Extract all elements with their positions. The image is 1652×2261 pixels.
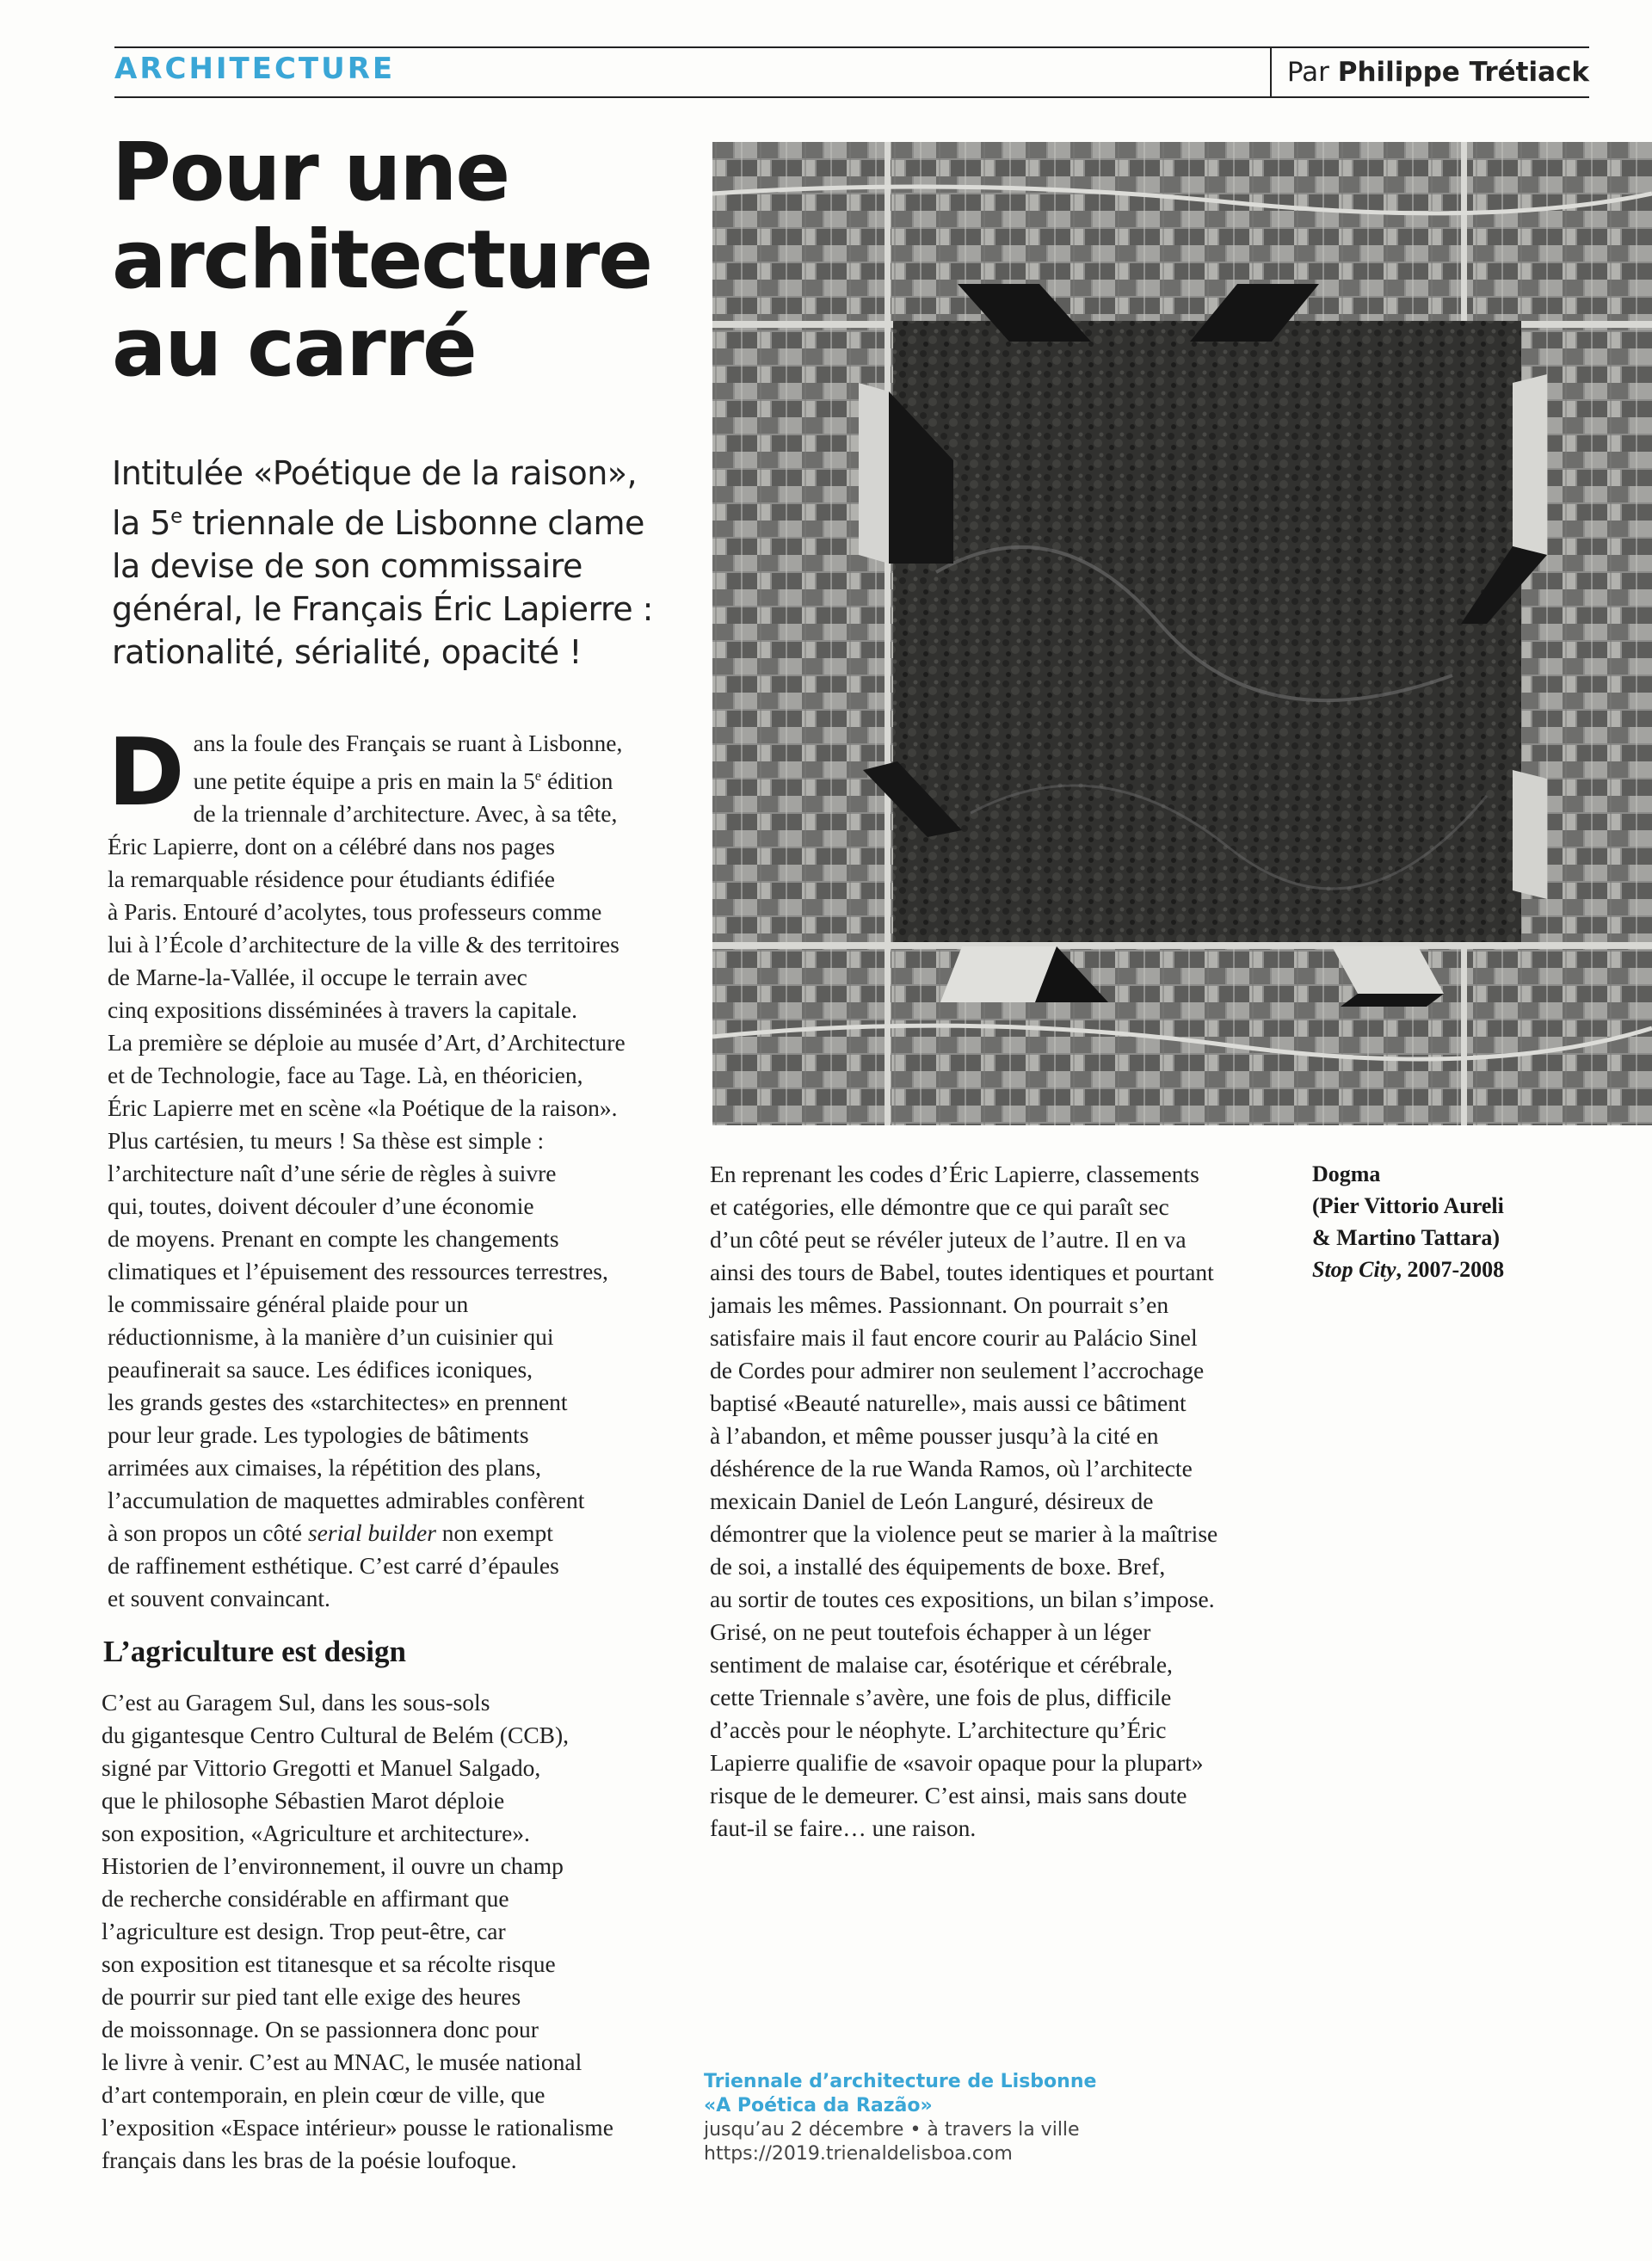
photo-caption: [1312, 1158, 1596, 1285]
body-line: à l’abandon, et même pousser jusqu’à la cité en: [710, 1422, 1159, 1449]
body-line: de pourrir sur pied tant elle exige des heures: [102, 1983, 521, 2010]
body-line: déshérence de la rue Wanda Ramos, où l’architecte: [710, 1455, 1193, 1482]
lede-line: général, le Français Éric Lapierre :: [112, 589, 653, 628]
body-line: cinq expositions disséminées à travers la capitale.: [108, 996, 578, 1024]
body-line: Lapierre qualifie de «savoir opaque pour la plupart»: [710, 1749, 1204, 1776]
drop-cap: D: [108, 719, 185, 827]
body-line: cette Triennale s’avère, une fois de plus, difficile: [710, 1684, 1172, 1710]
body-line: ainsi des tours de Babel, toutes identiques et pourtant: [710, 1259, 1214, 1285]
event-info: [704, 2070, 1220, 2166]
body-line: baptisé «Beauté naturelle», mais aussi ce bâtiment: [710, 1389, 1187, 1416]
body-line: Historien de l’environnement, il ouvre un champ: [102, 1852, 564, 1879]
body-line: jamais les mêmes. Passionnant. On pourrait s’en: [710, 1291, 1169, 1318]
body-line: de Cordes pour admirer non seulement l’accrochage: [710, 1357, 1205, 1383]
body-line: son exposition est titanesque et sa récolte risque: [102, 1950, 556, 1977]
body-line: français dans les bras de la poésie loufoque.: [102, 2147, 517, 2173]
body-line: climatiques et l’épuisement des ressources terrestres,: [108, 1258, 608, 1285]
body-line: de raffinement esthétique. C’est carré d’épaules: [108, 1552, 559, 1580]
stop-city-image: [712, 142, 1652, 1125]
aerial-photo: [712, 142, 1652, 1125]
section-rubric: ARCHITECTURE: [114, 52, 396, 86]
body-line: faut-il se faire… une raison.: [710, 1814, 977, 1841]
lede-line: Intitulée «Poétique de la raison»,: [112, 454, 638, 492]
body-line: signé par Vittorio Gregotti et Manuel Salgado,: [102, 1754, 541, 1781]
body-line: peaufinerait sa sauce. Les édifices iconiques,: [108, 1356, 533, 1383]
body-line: de recherche considérable en affirmant que: [102, 1885, 509, 1912]
body-line: son exposition, «Agriculture et architecture».: [102, 1820, 530, 1846]
event-name: Triennale d’architecture de Lisbonne: [704, 2071, 1097, 2092]
body-line: d’art contemporain, en plein cœur de ville, que: [102, 2081, 546, 2108]
body-line: à Paris. Entouré d’acolytes, tous professeurs comme: [108, 898, 602, 926]
byline-prefix: Par: [1286, 57, 1338, 88]
body-line: l’accumulation de maquettes admirables confèrent: [108, 1487, 585, 1514]
body-line: une petite équipe a pris en main la 5e édition: [193, 767, 613, 795]
byline: [1270, 48, 1589, 96]
body-line: réductionnisme, à la manière d’un cuisinier qui: [108, 1323, 554, 1351]
body-line: la remarquable résidence pour étudiants édifiée: [108, 866, 555, 893]
caption-years: , 2007-2008: [1396, 1257, 1505, 1282]
body-line: arrimées aux cimaises, la répétition des plans,: [108, 1454, 541, 1482]
title-line: au carré: [112, 301, 476, 395]
body-line: du gigantesque Centro Cultural de Belém (CCB),: [102, 1722, 570, 1748]
body-line: de moissonnage. On se passionnera donc pour: [102, 2016, 539, 2042]
body-line: l’exposition «Espace intérieur» pousse le rationalisme: [102, 2114, 613, 2141]
body-line: de moyens. Prenant en compte les changements: [108, 1225, 559, 1253]
body-line: Grisé, on ne peut toutefois échapper à un léger: [710, 1618, 1151, 1645]
byline-author: Philippe Trétiack: [1337, 57, 1589, 88]
body-line: mexicain Daniel de León Languré, désireux de: [710, 1488, 1154, 1514]
article-lede: [112, 452, 663, 674]
body-line: ans la foule des Français se ruant à Lisbonne,: [193, 730, 623, 756]
body-line: d’un côté peut se révéler juteux de l’autre. Il en va: [710, 1226, 1187, 1253]
body-line: La première se déploie au musée d’Art, d’Architecture: [108, 1029, 626, 1057]
body-line: l’agriculture est design. Trop peut-être, car: [102, 1918, 506, 1944]
body-line: lui à l’École d’architecture de la ville & des territoires: [108, 931, 620, 958]
body-line: et catégories, elle démontre que ce qui paraît sec: [710, 1193, 1169, 1220]
body-line: qui, toutes, doivent découler d’une économie: [108, 1192, 534, 1220]
title-line: architecture: [112, 213, 652, 307]
body-line: En reprenant les codes d’Éric Lapierre, classements: [710, 1161, 1199, 1187]
body-column-1: [108, 719, 675, 1615]
body-line: l’architecture naît d’une série de règles à suivre: [108, 1160, 557, 1187]
body-line: et de Technologie, face au Tage. Là, en théoricien,: [108, 1062, 583, 1089]
body-line: et souvent convaincant.: [108, 1585, 330, 1612]
body-line: au sortir de toutes ces expositions, un bilan s’impose.: [710, 1586, 1215, 1612]
body-line: Plus cartésien, tu meurs ! Sa thèse est simple :: [108, 1127, 545, 1155]
body-line: à son propos un côté serial builder non exempt: [108, 1519, 553, 1547]
body-line: de soi, a installé des équipements de boxe. Bref,: [710, 1553, 1166, 1580]
body-line: les grands gestes des «starchitectes» en prennent: [108, 1389, 568, 1416]
body-line: d’accès pour le néophyte. L’architecture qu’Éric: [710, 1716, 1167, 1743]
body-column-1-continued: [102, 1686, 669, 2177]
body-line: démontrer que la violence peut se marier à la maîtrise: [710, 1520, 1218, 1547]
body-line: de Marne-la-Vallée, il occupe le terrain avec: [108, 964, 527, 991]
section-subhead: L’agriculture est design: [103, 1635, 406, 1668]
body-line: le commissaire général plaide pour un: [108, 1291, 469, 1318]
caption-line: (Pier Vittorio Aureli: [1312, 1193, 1504, 1218]
event-subtitle: «A Poética da Razão»: [704, 2095, 933, 2116]
caption-line: Dogma: [1312, 1161, 1381, 1186]
caption-work-title: Stop City: [1312, 1257, 1396, 1282]
body-line: sentiment de malaise car, ésotérique et cérébrale,: [710, 1651, 1173, 1678]
lede-line: la devise de son commissaire: [112, 546, 583, 585]
body-line: Éric Lapierre met en scène «la Poétique de la raison».: [108, 1094, 618, 1122]
body-line: satisfaire mais il faut encore courir au Palácio Sinel: [710, 1324, 1198, 1351]
body-line: de la triennale d’architecture. Avec, à sa tête,: [193, 800, 618, 828]
body-line: C’est au Garagem Sul, dans les sous-sols: [102, 1689, 490, 1716]
body-line: pour leur grade. Les typologies de bâtiments: [108, 1421, 529, 1449]
body-line: Éric Lapierre, dont on a célébré dans nos pages: [108, 833, 555, 860]
event-dates: jusqu’au 2 décembre • à travers la ville: [704, 2119, 1080, 2141]
article-title: [112, 126, 697, 395]
section-header: [114, 46, 1589, 98]
title-line: Pour une: [112, 126, 509, 219]
event-url[interactable]: https://2019.trienaldelisboa.com: [704, 2143, 1013, 2165]
body-line: que le philosophe Sébastien Marot déploie: [102, 1787, 505, 1814]
body-column-2: [710, 1158, 1286, 1845]
body-line: le livre à venir. C’est au MNAC, le musée national: [102, 2048, 583, 2075]
caption-line: & Martino Tattara): [1312, 1225, 1501, 1250]
lede-line: rationalité, sérialité, opacité !: [112, 632, 582, 671]
lede-line: la 5e triennale de Lisbonne clame: [112, 503, 644, 542]
body-line: risque de le demeurer. C’est ainsi, mais sans doute: [710, 1782, 1187, 1808]
